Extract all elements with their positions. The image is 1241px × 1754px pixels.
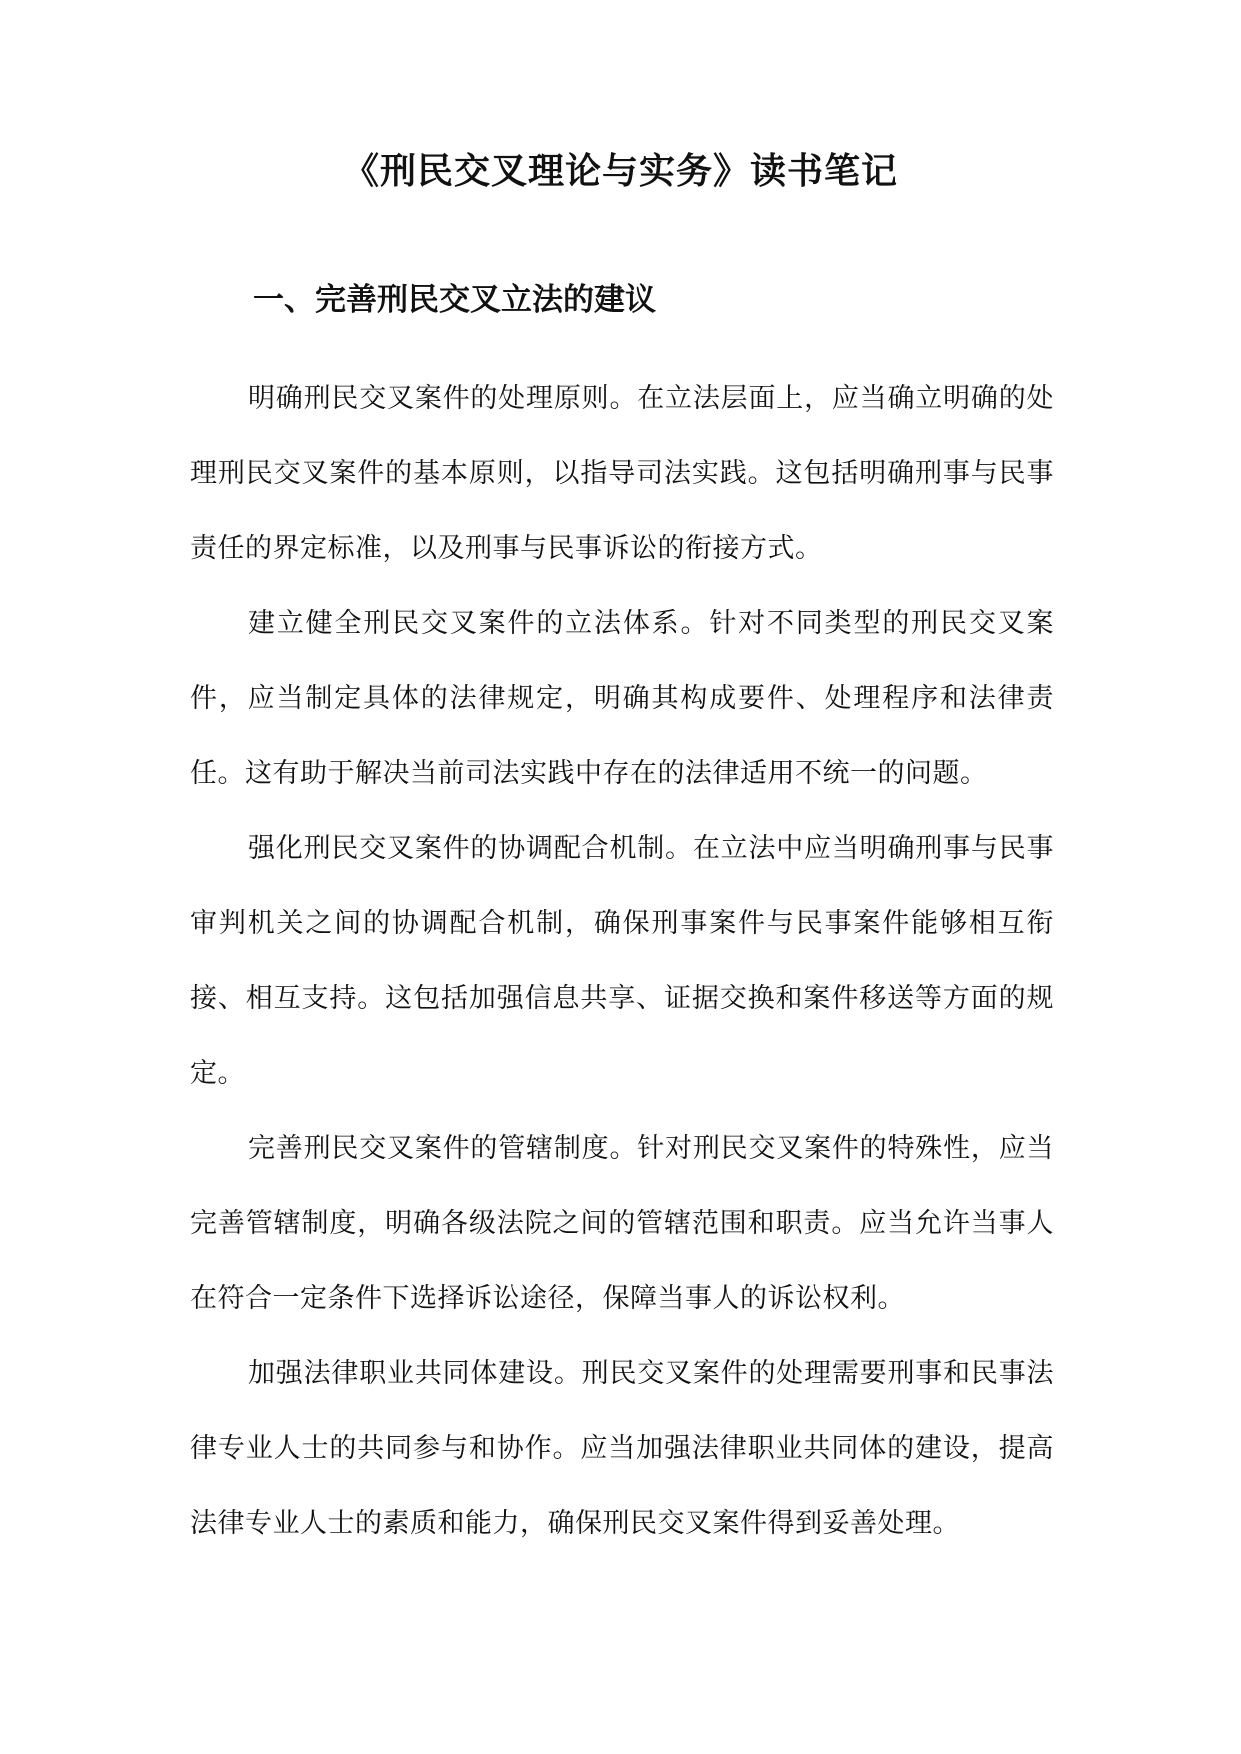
document-title: 《刑民交叉理论与实务》读书笔记 (342, 151, 898, 192)
paragraph: 建立健全刑民交叉案件的立法体系。针对不同类型的刑民交叉案件，应当制定具体的法律规定，明确其构成要件、处理程序和法律责任。这有助于解决当前司法实践中存在的法律适用不统一的问题。 (190, 608, 1054, 789)
paragraph: 加强法律职业共同体建设。刑民交叉案件的处理需要刑事和民事法律专业人士的共同参与和协作。应当加强法律职业共同体的建设，提高法律专业人士的素质和能力，确保刑民交叉案件得到妥善处理。 (190, 1358, 1054, 1539)
paragraph: 完善刑民交叉案件的管辖制度。针对刑民交叉案件的特殊性，应当完善管辖制度，明确各级法院之间的管辖范围和职责。应当允许当事人在符合一定条件下选择诉讼途径，保障当事人的诉讼权利。 (190, 1133, 1054, 1314)
paragraph: 明确刑民交叉案件的处理原则。在立法层面上，应当确立明确的处理刑民交叉案件的基本原则，以指导司法实践。这包括明确刑事与民事责任的界定标准，以及刑事与民事诉讼的衔接方式。 (190, 383, 1054, 564)
section-heading: 一、完善刑民交叉立法的建议 (253, 282, 656, 318)
paragraph: 强化刑民交叉案件的协调配合机制。在立法中应当明确刑事与民事审判机关之间的协调配合机制，确保刑事案件与民事案件能够相互衔接、相互支持。这包括加强信息共享、证据交换和案件移送等方面的规定。 (190, 833, 1054, 1089)
document-body (190, 361, 1054, 1561)
